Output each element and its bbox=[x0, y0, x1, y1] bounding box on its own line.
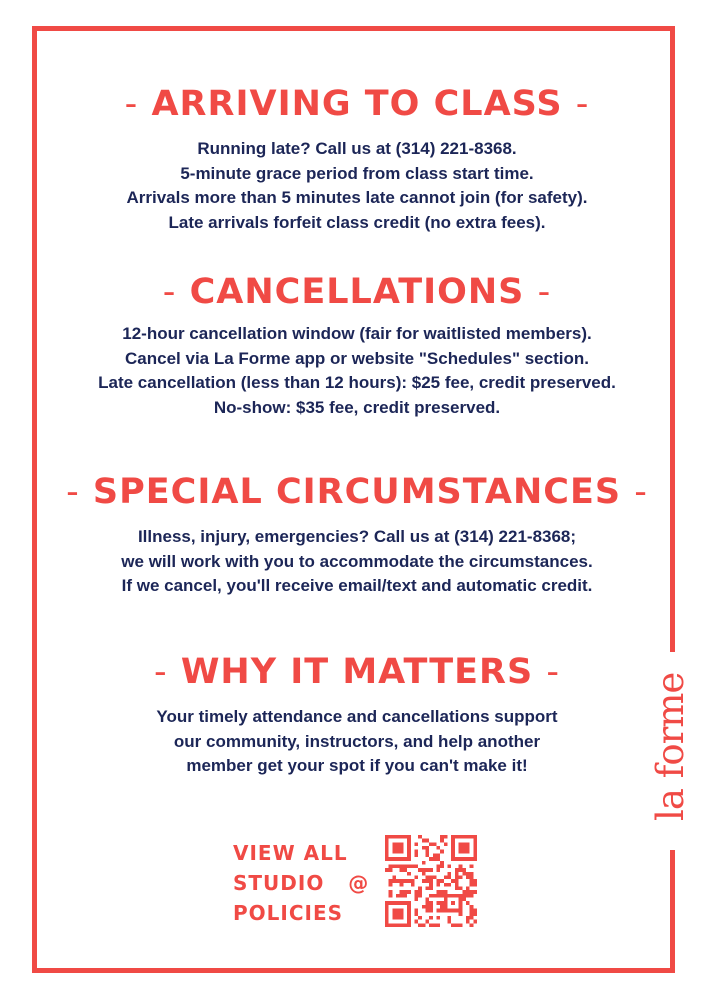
heading-text: CANCELLATIONS bbox=[189, 272, 525, 312]
heading-text: WHY IT MATTERS bbox=[180, 652, 534, 692]
heading-text: SPECIAL CIRCUMSTANCES bbox=[92, 472, 622, 512]
heading-dash-right: - bbox=[537, 272, 552, 312]
body-line: Running late? Call us at (314) 221-8368. bbox=[197, 139, 517, 158]
section-heading-special bbox=[0, 470, 714, 514]
body-line: 5-minute grace period from class start time. bbox=[180, 163, 534, 183]
heading-text: ARRIVING TO CLASS bbox=[151, 84, 563, 124]
heading-dash-left: - bbox=[124, 84, 139, 124]
section-heading-why bbox=[0, 650, 714, 694]
heading-dash-left: - bbox=[162, 272, 177, 312]
body-line: 12-hour cancellation window (fair for waitlisted members). bbox=[122, 324, 592, 343]
cta-line: STUDIO @ bbox=[233, 871, 370, 895]
body-line: If we cancel, you'll receive email/text and automatic credit. bbox=[121, 576, 593, 595]
cta-line: VIEW ALL bbox=[233, 841, 348, 865]
section-heading-cancellations bbox=[0, 270, 714, 314]
heading-dash-right: - bbox=[575, 84, 590, 124]
heading-dash-right: - bbox=[634, 472, 648, 512]
heading-dash-left: - bbox=[66, 472, 80, 512]
qr-code-icon[interactable] bbox=[385, 835, 477, 927]
body-line: Arrivals more than 5 minutes late cannot join (for safety). bbox=[126, 188, 588, 207]
body-line: member get your spot if you can't make it! bbox=[186, 756, 528, 775]
body-line: Late cancellation (less than 12 hours): $25 fee, credit preserved. bbox=[98, 373, 616, 392]
body-line: our community, instructors, and help another bbox=[173, 731, 541, 751]
view-policies-cta bbox=[233, 838, 383, 928]
body-line: we will work with you to accommodate the circumstances. bbox=[121, 551, 593, 571]
body-line: Late arrivals forfeit class credit (no extra fees). bbox=[168, 212, 546, 232]
page-border-right-bottom bbox=[670, 850, 675, 968]
section-heading-arriving bbox=[0, 82, 714, 126]
heading-dash-right: - bbox=[546, 652, 560, 692]
heading-dash-left: - bbox=[154, 652, 168, 692]
cta-line: POLICIES bbox=[233, 901, 344, 925]
section-body-why bbox=[0, 705, 714, 779]
brand-logo: la forme bbox=[649, 672, 692, 821]
body-line: Your timely attendance and cancellations support bbox=[156, 707, 558, 726]
section-body-cancellations bbox=[0, 322, 714, 420]
section-body-special bbox=[0, 525, 714, 599]
body-line: Cancel via La Forme app or website "Schedules" section. bbox=[125, 348, 589, 368]
body-line: No-show: $35 fee, credit preserved. bbox=[213, 397, 501, 417]
body-line: Illness, injury, emergencies? Call us at (314) 221-8368; bbox=[137, 527, 577, 546]
section-body-arriving bbox=[0, 137, 714, 235]
